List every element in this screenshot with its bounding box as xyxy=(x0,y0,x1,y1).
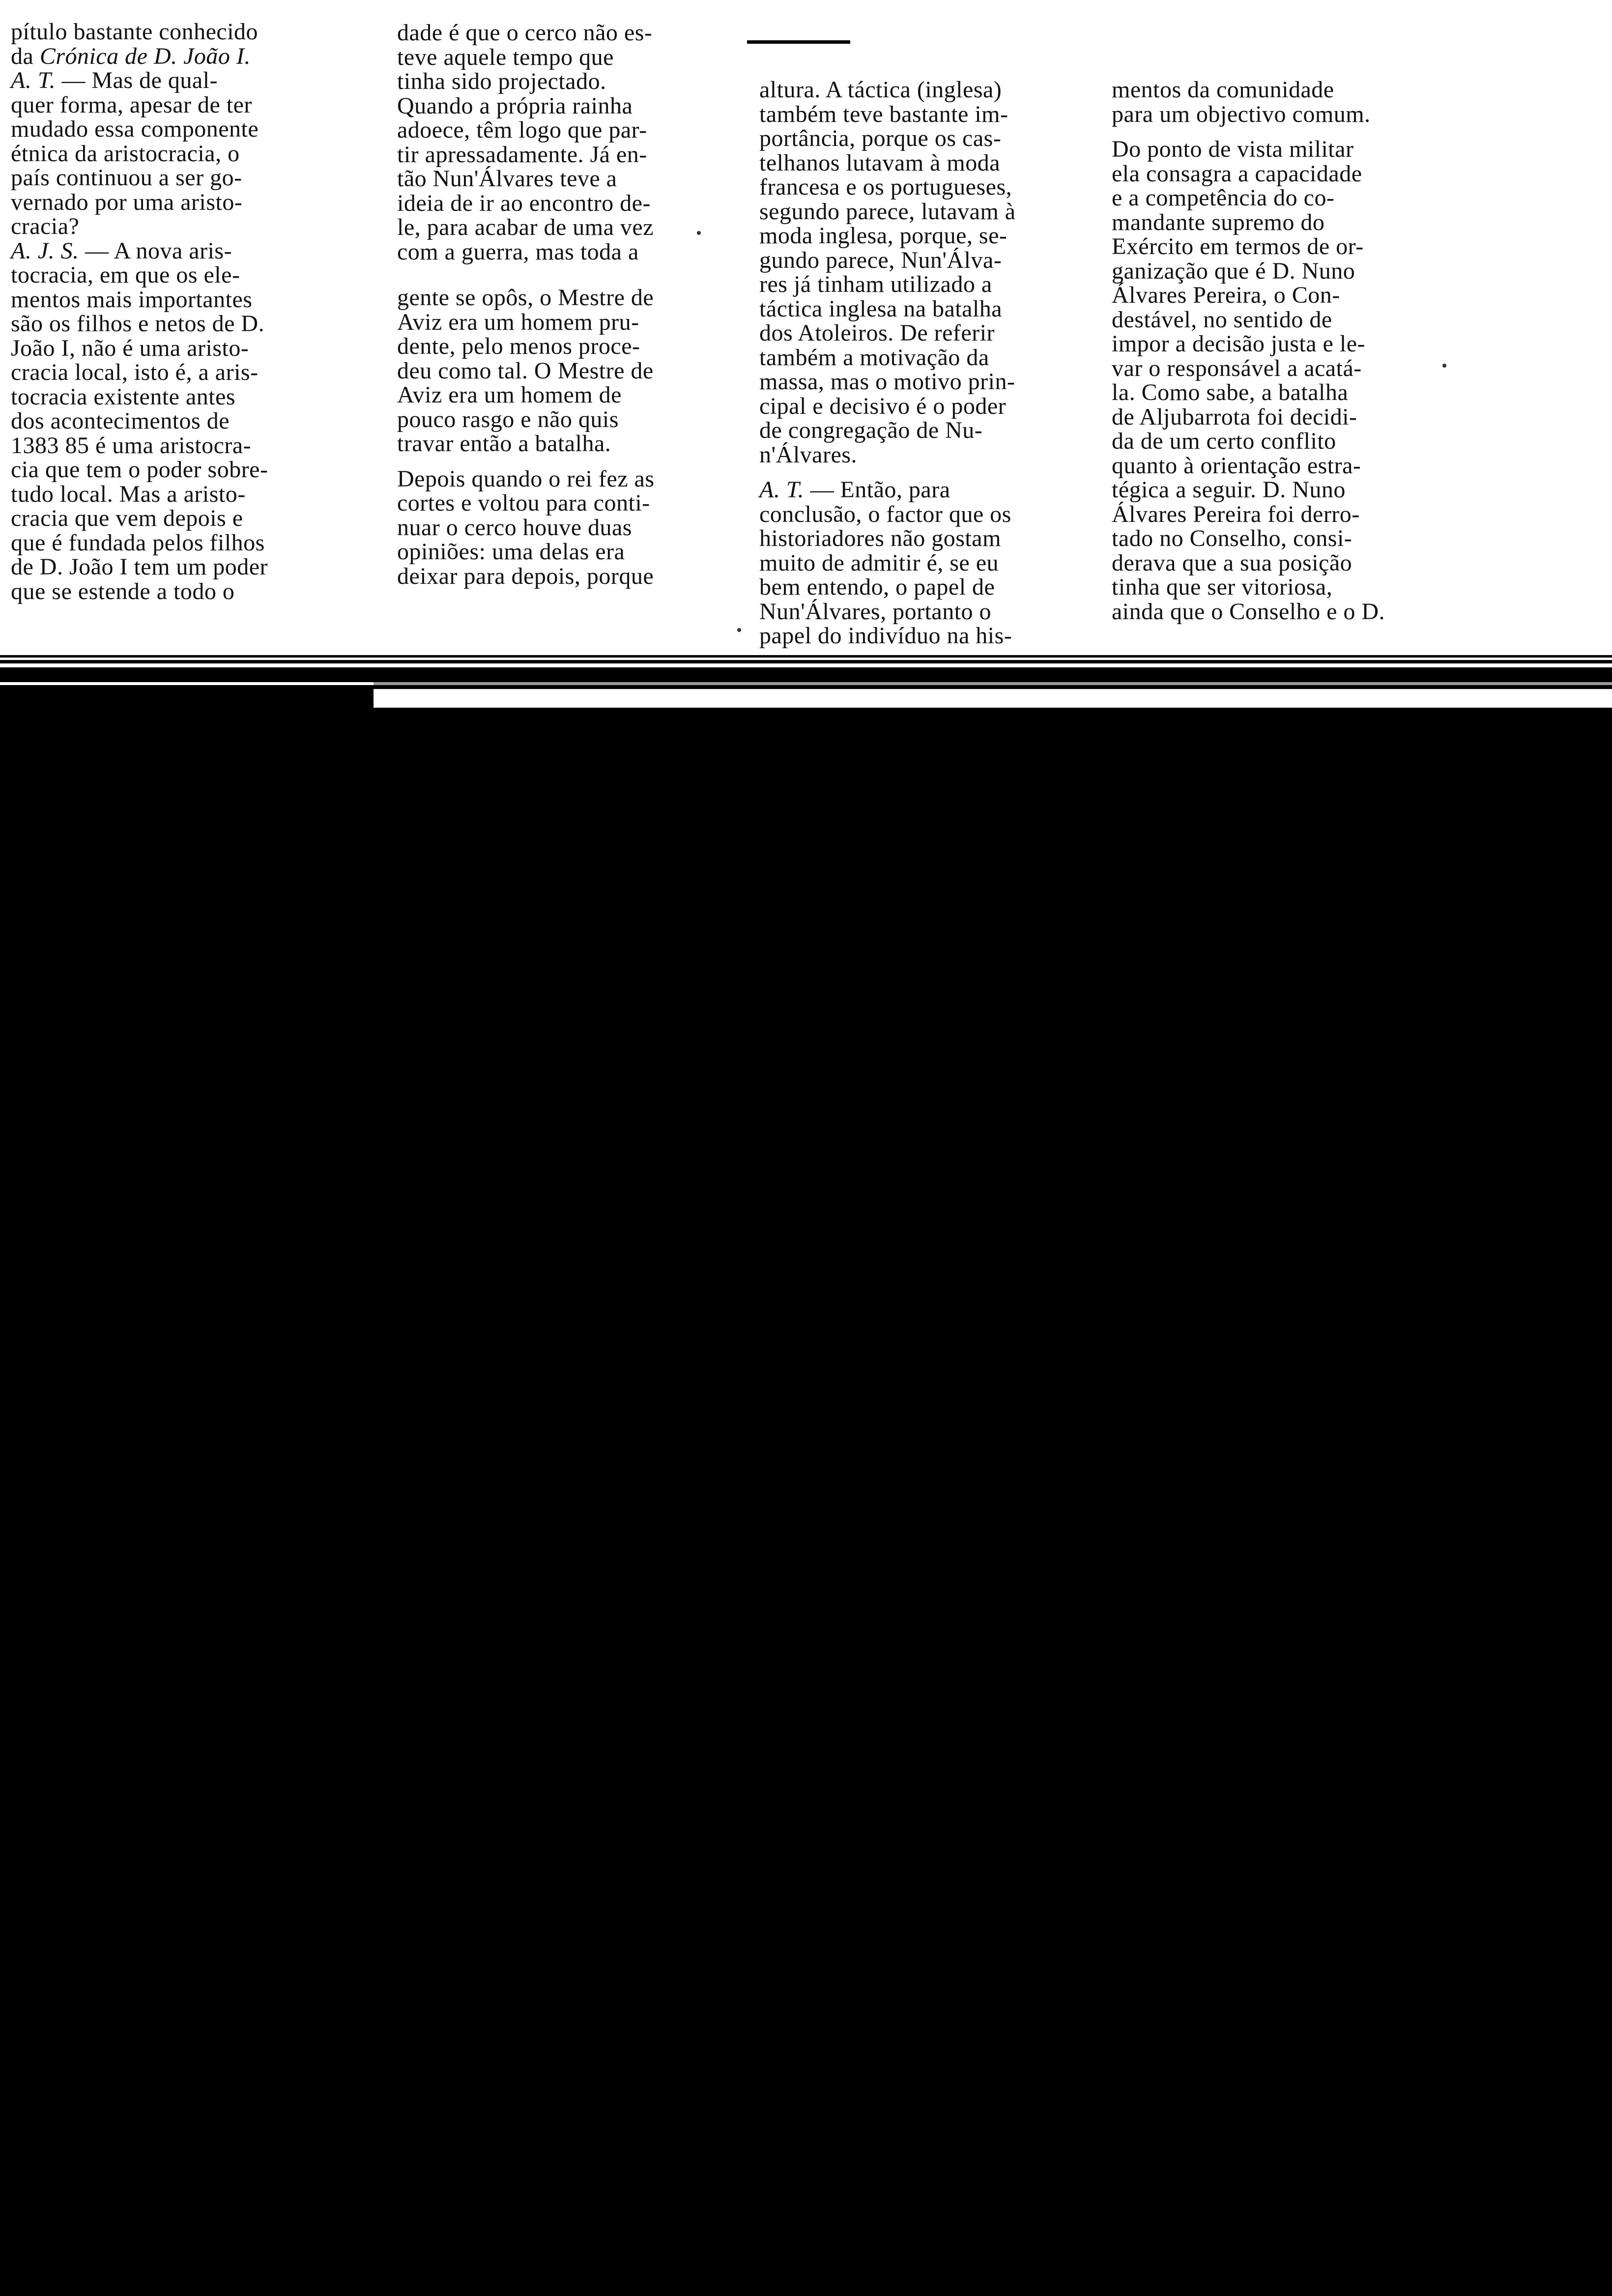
text-column-3 xyxy=(759,78,1016,648)
text-line: A. T. — Mas de qual- xyxy=(11,67,218,93)
text-line: são os filhos e netos de D. xyxy=(11,311,265,337)
text-line: ainda que o Conselho e o D. xyxy=(1112,598,1385,625)
text-column-4 xyxy=(1112,78,1385,624)
text-line: Exército em termos de or- xyxy=(1112,233,1364,259)
text-line: mudado essa componente xyxy=(11,116,259,142)
text-line: la. Como sabe, a batalha xyxy=(1112,379,1349,405)
text-line: conclusão, o factor que os xyxy=(759,501,1011,527)
text-line: altura. A táctica (inglesa) xyxy=(759,77,1002,103)
text-line: cortes e voltou para conti- xyxy=(397,490,650,516)
text-line: táctica inglesa na batalha xyxy=(759,295,1003,322)
text-line: Álvares Pereira foi derro- xyxy=(1112,501,1360,527)
text-line: cracia? xyxy=(11,213,80,239)
scan-edge-bar xyxy=(0,685,1612,689)
text-line: papel do indivíduo na his- xyxy=(759,623,1012,649)
text-line xyxy=(397,275,655,286)
text-line: gente se opôs, o Mestre de xyxy=(397,285,654,311)
page-bottom-rule xyxy=(0,655,1612,658)
text-line: de D. João I tem um poder xyxy=(11,554,268,580)
text-line: étnica da aristocracia, o xyxy=(11,140,240,167)
text-line: deu como tal. O Mestre de xyxy=(397,357,654,384)
text-line: Aviz era um homem de xyxy=(397,382,622,408)
text-line xyxy=(1112,126,1385,137)
text-line: de Aljubarrota foi decidi- xyxy=(1112,403,1357,430)
text-line: francesa e os portugueses, xyxy=(759,174,1012,200)
text-line: tado no Conselho, consi- xyxy=(1112,525,1353,551)
text-line: 1383 85 é uma aristocra- xyxy=(11,432,252,459)
text-line: impor a decisão justa e le- xyxy=(1112,331,1365,357)
text-line: var o responsável a acatá- xyxy=(1112,355,1362,381)
newspaper-page xyxy=(0,0,1612,663)
text-line: tir apressadamente. Já en- xyxy=(397,141,647,168)
column-rule xyxy=(747,40,850,44)
text-line: dente, pelo menos proce- xyxy=(397,333,640,359)
text-line: tão Nun'Álvares teve a xyxy=(397,166,617,192)
text-line: ela consagra a capacidade xyxy=(1112,160,1362,187)
text-line: gundo parece, Nun'Álva- xyxy=(759,247,1002,273)
text-line: cracia local, isto é, a aris- xyxy=(11,359,259,385)
text-line: cracia que vem depois e xyxy=(11,505,243,531)
text-line: derava que a sua posição xyxy=(1112,549,1353,576)
text-line: dade é que o cerco não es- xyxy=(397,20,653,46)
text-line: massa, mas o motivo prin- xyxy=(759,369,1015,395)
text-line: moda inglesa, porque, se- xyxy=(759,223,1008,249)
text-line: ganização que é D. Nuno xyxy=(1112,258,1355,284)
text-line: que é fundada pelos filhos xyxy=(11,529,265,556)
text-line: destável, no sentido de xyxy=(1112,306,1332,333)
text-line: tocracia, em que os ele- xyxy=(11,262,240,288)
text-line: res já tinham utilizado a xyxy=(759,271,992,297)
text-line: cia que tem o poder sobre- xyxy=(11,457,268,483)
text-line: adoece, têm logo que par- xyxy=(397,117,647,143)
text-line: da de um certo conflito xyxy=(1112,428,1336,454)
scan-speck xyxy=(1442,364,1446,368)
text-line xyxy=(397,264,655,275)
text-line: quanto à orientação estra- xyxy=(1112,452,1361,479)
text-line: também teve bastante im- xyxy=(759,101,1008,127)
text-line: mentos da comunidade xyxy=(1112,77,1334,103)
text-line: Aviz era um homem pru- xyxy=(397,309,639,335)
scan-speck xyxy=(737,628,741,632)
text-line: Do ponto de vista militar xyxy=(1112,136,1354,162)
text-line: Nun'Álvares, portanto o xyxy=(759,598,992,625)
text-line: telhanos lutavam à moda xyxy=(759,149,1001,176)
text-line: país continuou a ser go- xyxy=(11,165,242,191)
scan-edge-bar xyxy=(0,689,374,708)
text-line: tocracia existente antes xyxy=(11,383,236,410)
text-column-2 xyxy=(397,21,655,588)
text-line: cipal e decisivo é o poder xyxy=(759,393,1007,419)
text-line: da Crónica de D. João I. xyxy=(11,43,251,69)
text-line: Depois quando o rei fez as xyxy=(397,465,655,492)
scan-edge-band xyxy=(0,663,1612,708)
text-line: opiniões: uma delas era xyxy=(397,539,625,565)
text-line: tudo local. Mas a aristo- xyxy=(11,481,246,507)
text-line: pouco rasgo e não quis xyxy=(397,406,619,432)
text-line: Quando a própria rainha xyxy=(397,92,633,119)
text-line: muito de admitir é, se eu xyxy=(759,549,999,576)
text-line: le, para acabar de uma vez xyxy=(397,214,654,240)
text-line: ideia de ir ao encontro de- xyxy=(397,190,651,216)
text-line: bem entendo, o papel de xyxy=(759,574,995,600)
text-line: para um objectivo comum. xyxy=(1112,101,1371,127)
text-line: de congregação de Nu- xyxy=(759,417,983,443)
text-line: mandante supremo do xyxy=(1112,209,1325,235)
text-line: A. T. — Então, para xyxy=(759,477,950,503)
text-line: também a motivação da xyxy=(759,344,989,371)
text-line: tinha que ser vitoriosa, xyxy=(1112,574,1333,600)
text-line xyxy=(397,456,655,467)
text-line: tinha sido projectado. xyxy=(397,68,606,94)
text-line: tégica a seguir. D. Nuno xyxy=(1112,477,1346,503)
page-bottom-rule-2 xyxy=(0,660,1612,663)
text-line: nuar o cerco houve duas xyxy=(397,514,632,541)
scan-edge-bar xyxy=(0,667,1612,682)
text-line: que se estende a todo o xyxy=(11,578,235,604)
text-column-1 xyxy=(11,20,268,603)
text-line: portância, porque os cas- xyxy=(759,125,1002,151)
text-line: dos acontecimentos de xyxy=(11,408,230,434)
text-line: dos Atoleiros. De referir xyxy=(759,320,995,346)
text-line: João I, não é uma aristo- xyxy=(11,335,249,361)
text-line xyxy=(759,467,1016,478)
text-line: Álvares Pereira, o Con- xyxy=(1112,282,1340,308)
text-line: segundo parece, lutavam à xyxy=(759,198,1016,225)
text-line: teve aquele tempo que xyxy=(397,44,614,70)
text-line: pítulo bastante conhecido xyxy=(11,19,259,45)
text-line: e a competência do co- xyxy=(1112,185,1335,211)
text-line: deixar para depois, porque xyxy=(397,563,654,589)
text-line: historiadores não gostam xyxy=(759,525,1001,551)
text-line: travar então a batalha. xyxy=(397,430,611,457)
text-line: com a guerra, mas toda a xyxy=(397,238,639,265)
text-line: quer forma, apesar de ter xyxy=(11,91,252,118)
scan-speck xyxy=(697,231,701,235)
text-line: vernado por uma aristo- xyxy=(11,189,243,215)
text-line: A. J. S. — A nova aris- xyxy=(11,237,232,264)
text-line: n'Álvares. xyxy=(759,441,857,468)
text-line: mentos mais importantes xyxy=(11,286,253,313)
